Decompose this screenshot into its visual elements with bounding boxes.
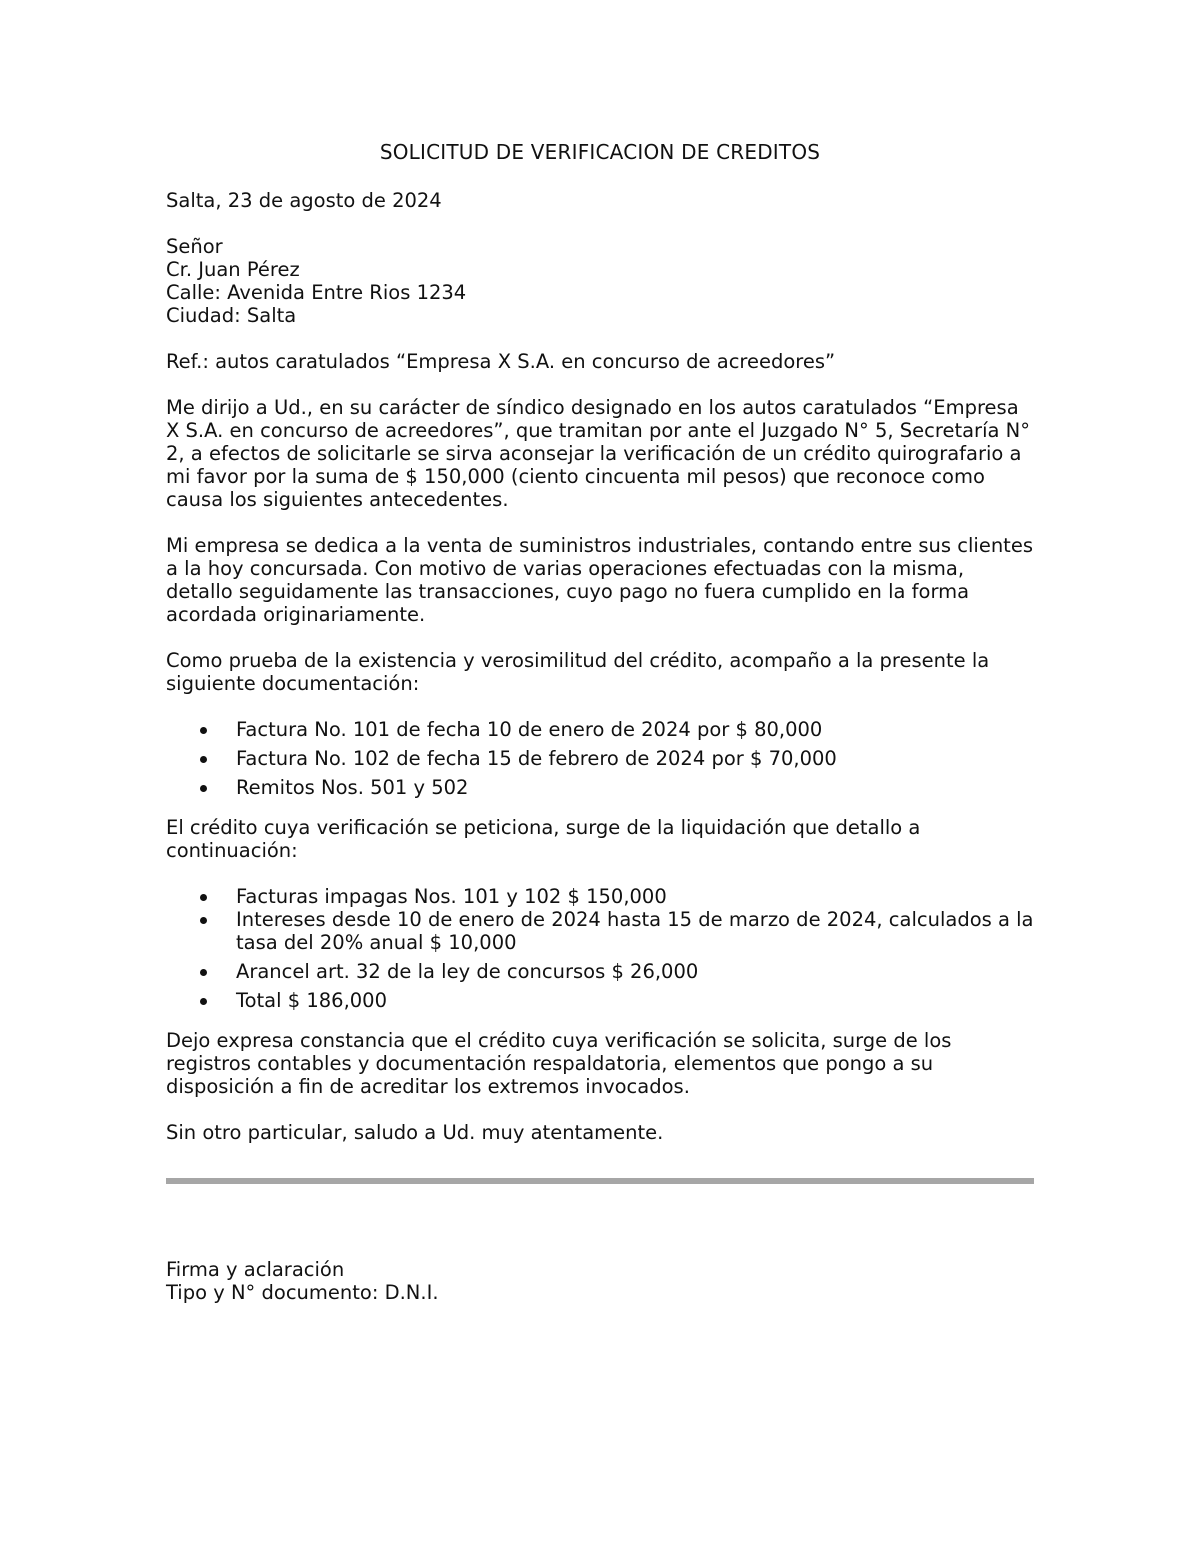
list-item	[166, 776, 1034, 799]
recipient-city: Ciudad: Salta	[166, 304, 297, 327]
bullet-icon	[200, 894, 207, 901]
signature-divider	[166, 1178, 1034, 1184]
bullet-icon	[200, 969, 207, 976]
list-item	[166, 989, 1034, 1012]
list-item	[166, 718, 1034, 741]
list-item-text: Remitos Nos. 501 y 502	[236, 776, 469, 799]
list-item	[166, 747, 1034, 770]
document-page	[166, 138, 1034, 1304]
document-type-label: Tipo y N° documento: D.N.I.	[166, 1281, 439, 1304]
documents-list	[166, 718, 1034, 799]
list-item-text: Factura No. 102 de fecha 15 de febrero de 2024 por $ 70,000	[236, 747, 837, 770]
business-paragraph: Mi empresa se dedica a la venta de suministros industriales, contando entre sus clientes a la hoy concursada. Con motivo de varias operaciones efectuadas con la misma, detallo seguidamente las transacciones, cuyo pago no fuera cumplido en la forma acordada originariamente.	[166, 534, 1033, 626]
signature-label: Firma y aclaración	[166, 1258, 345, 1281]
bullet-icon	[200, 756, 207, 763]
list-item-text: Facturas impagas Nos. 101 y 102 $ 150,000	[236, 885, 667, 908]
signature-block	[166, 1258, 1034, 1304]
liquidation-paragraph: El crédito cuya verificación se peticiona, surge de la liquidación que detallo a continuación:	[166, 816, 921, 862]
evidence-paragraph: Como prueba de la existencia y verosimilitud del crédito, acompaño a la presente la siguiente documentación:	[166, 649, 990, 695]
bullet-icon	[200, 727, 207, 734]
recipient-street: Calle: Avenida Entre Rios 1234	[166, 281, 467, 304]
list-item	[166, 960, 1034, 983]
date-line: Salta, 23 de agosto de 2024	[166, 189, 442, 212]
bullet-icon	[200, 917, 207, 924]
document-title: SOLICITUD DE VERIFICACION DE CREDITOS	[379, 140, 821, 164]
list-item-text: Arancel art. 32 de la ley de concursos $ 26,000	[236, 960, 699, 983]
list-item-text: Factura No. 101 de fecha 10 de enero de 2024 por $ 80,000	[236, 718, 823, 741]
records-paragraph: Dejo expresa constancia que el crédito cuya verificación se solicita, surge de los registros contables y documentación respaldatoria, elementos que pongo a su disposición a fin de acreditar los extremos invocados.	[166, 1029, 952, 1098]
recipient-block	[166, 235, 1034, 327]
closing-paragraph: Sin otro particular, saludo a Ud. muy atentamente.	[166, 1121, 664, 1144]
reference-line: Ref.: autos caratulados “Empresa X S.A. en concurso de acreedores”	[166, 350, 836, 373]
liquidation-list	[166, 885, 1034, 1012]
bullet-icon	[200, 785, 207, 792]
intro-paragraph: Me dirijo a Ud., en su carácter de síndico designado en los autos caratulados “Empresa X S.A. en concurso de acreedores”, que tramitan por ante el Juzgado N° 5, Secretaría N° 2, a efectos de solicitarle se sirva aconsejar la verificación de un crédito quirografario a mi favor por la suma de $ 150,000 (ciento cincuenta mil pesos) que reconoce como causa los siguientes antecedentes.	[166, 396, 1030, 511]
list-item-text: Total $ 186,000	[236, 989, 387, 1012]
list-item-text: Intereses desde 10 de enero de 2024 hasta 15 de marzo de 2024, calculados a la tasa del 20% anual $ 10,000	[236, 908, 1034, 954]
recipient-name: Cr. Juan Pérez	[166, 258, 300, 281]
list-item	[166, 885, 1034, 908]
bullet-icon	[200, 998, 207, 1005]
recipient-salutation: Señor	[166, 235, 223, 258]
list-item	[166, 908, 1034, 954]
